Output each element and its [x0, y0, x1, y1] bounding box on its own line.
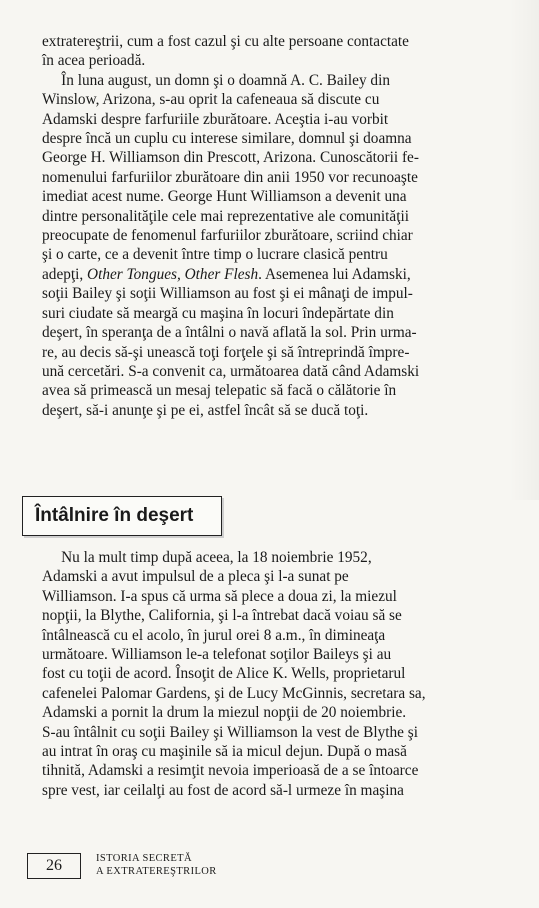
text-line: re, au decis să-şi unească toţi forţele şi să întreprindă împre- [42, 343, 410, 361]
page-number: 26 [46, 857, 62, 874]
text-line: Adamski a pornit la drum la miezul nopţii de 20 noiembrie. [42, 704, 407, 722]
text-line: S-au întâlnit cu soţii Bailey şi Williamson la vest de Blythe şi [42, 723, 418, 741]
text-line: deşert, să-i anunţe şi pe ei, astfel încât să se ducă toţi. [42, 401, 369, 419]
text-line: În luna august, un domn şi o doamnă A. C. Bailey din [42, 71, 390, 89]
section-heading: Întâlnire în deşert [35, 505, 194, 526]
text-line: fost cu toţii de acord. Însoţit de Alice K. Wells, proprietarul [42, 665, 406, 683]
text-line: Winslow, Arizona, s-au oprit la cafeneaua să discute cu [42, 91, 380, 109]
text-line: Adamski a avut impulsul de a pleca şi l-a sunat pe [42, 568, 349, 586]
text-line: despre încă un cuplu cu interese similare, domnul şi doamna [42, 130, 412, 148]
text-line: Williamson. I-a spus că urma să plece a doua zi, la miezul [42, 587, 397, 605]
text-line: următoare. Williamson le-a telefonat soţilor Baileys şi au [42, 646, 392, 664]
text-line: cafenelei Palomar Gardens, şi de Lucy McGinnis, secretara sa, [42, 684, 426, 702]
text-line: nomenului farfuriilor zburătoare din anii 1950 vor recunoaşte [42, 168, 418, 186]
running-title-line-1: ISTORIA SECRETĂ [96, 853, 192, 864]
text-line: avea să primească un mesaj telepatic să facă o călătorie în [42, 382, 397, 400]
running-title [96, 853, 217, 878]
text-line: tihnită, Adamski a resimţit nevoia imperioasă de a se întoarce [42, 762, 419, 780]
text-line: preocupate de fenomenul farfuriilor zburătoare, scriind chiar [42, 227, 413, 245]
text-line: deşert, în speranţa de a întâlni o navă aflată la sol. Prin urma- [42, 324, 417, 342]
text-line: dintre personalităţile cele mai reprezentative ale comunităţii [42, 207, 409, 225]
text-line: întâlnească cu el acolo, în jurul orei 8 a.m., în dimineaţa [42, 626, 386, 644]
page-show-through [509, 0, 539, 500]
body-text-top [42, 32, 512, 420]
book-title-italic: Other Tongues, Other Flesh [87, 265, 259, 283]
text-line: adepţi, Other Tongues, Other Flesh. Asemenea lui Adamski, [42, 265, 411, 283]
text-line: soţii Bailey şi soţii Williamson au fost şi ei mânaţi de impul- [42, 285, 413, 303]
text-line: spre vest, iar ceilalţi au fost de acord să-l urmeze în maşina [42, 781, 404, 799]
running-title-line-2: A EXTRATEREŞTRILOR [96, 865, 217, 877]
text-line: George H. Williamson din Prescott, Arizona. Cunoscătorii fe- [42, 149, 419, 167]
text-line: Nu la mult timp după aceea, la 18 noiembrie 1952, [42, 549, 372, 566]
text-line: ună cercetări. S-a convenit ca, următoarea dată când Adamski [42, 362, 420, 380]
section-heading-box [22, 496, 222, 536]
page-number-box [27, 853, 81, 879]
text-line: suri ciudate să meargă cu maşina în locuri îndepărtate din [42, 304, 394, 322]
text-line: au intrat în oraş cu maşinile să ia micul dejun. După o masă [42, 743, 407, 761]
text-line: nopţii, la Blythe, California, şi l-a întrebat dacă voiau să se [42, 607, 402, 625]
text-line: şi o carte, ce a devenit între timp o lucrare clasică pentru [42, 246, 388, 264]
body-text-bottom [42, 548, 512, 800]
text-line: Adamski despre farfuriile zburătoare. Aceştia i-au vorbit [42, 110, 389, 128]
text-line: extratereştrii, cum a fost cazul şi cu alte persoane contactate [42, 33, 409, 50]
text-line: în acea perioadă. [42, 52, 146, 70]
text-line: imediat acest nume. George Hunt Williamson a devenit una [42, 188, 407, 206]
